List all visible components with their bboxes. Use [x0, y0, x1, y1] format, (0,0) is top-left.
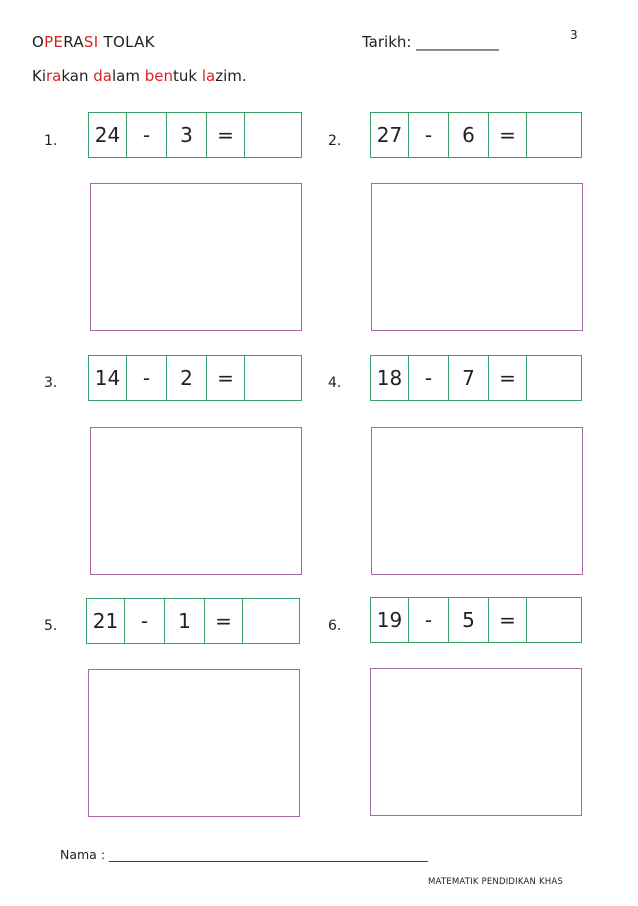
- operand-b: 5: [449, 598, 489, 642]
- equals-sign: =: [489, 598, 527, 642]
- equation-row: [370, 112, 582, 158]
- operand-a: 19: [371, 598, 409, 642]
- operator: -: [125, 599, 165, 643]
- work-box[interactable]: [370, 668, 582, 816]
- question-number: 3.: [44, 375, 58, 391]
- operator: -: [409, 598, 449, 642]
- operand-b: 6: [449, 113, 489, 157]
- answer-box[interactable]: [527, 598, 581, 642]
- equation-row: [86, 598, 300, 644]
- operand-b: 7: [449, 356, 489, 400]
- page-number: 3: [570, 28, 578, 42]
- question-number: 2.: [328, 133, 342, 149]
- operator: -: [409, 113, 449, 157]
- title-part: SI: [83, 33, 99, 51]
- question-number: 1.: [44, 133, 58, 149]
- instruction-part: ben: [144, 67, 173, 85]
- operator: -: [127, 356, 167, 400]
- instruction-part: zim.: [215, 67, 247, 85]
- operand-b: 3: [167, 113, 207, 157]
- title-part: O: [32, 33, 45, 51]
- instruction-text: [32, 67, 247, 85]
- work-box[interactable]: [371, 183, 583, 331]
- operator: -: [409, 356, 449, 400]
- instruction-part: da: [93, 67, 112, 85]
- instruction-part: lam: [111, 67, 145, 85]
- equals-sign: =: [205, 599, 243, 643]
- instruction-part: kan: [61, 67, 94, 85]
- answer-box[interactable]: [527, 113, 581, 157]
- question-number: 6.: [328, 618, 342, 634]
- answer-box[interactable]: [527, 356, 581, 400]
- title-part: PE: [44, 33, 64, 51]
- operand-a: 27: [371, 113, 409, 157]
- title-part: RA: [63, 33, 84, 51]
- operand-a: 24: [89, 113, 127, 157]
- instruction-part: tuk: [173, 67, 202, 85]
- work-box[interactable]: [88, 669, 300, 817]
- operand-a: 14: [89, 356, 127, 400]
- instruction-part: la: [201, 67, 216, 85]
- operand-a: 21: [87, 599, 125, 643]
- operand-b: 1: [165, 599, 205, 643]
- question-number: 5.: [44, 618, 58, 634]
- equals-sign: =: [207, 113, 245, 157]
- equation-row: [88, 112, 302, 158]
- operand-a: 18: [371, 356, 409, 400]
- work-box[interactable]: [90, 183, 302, 331]
- equals-sign: =: [489, 113, 527, 157]
- equation-row: [88, 355, 302, 401]
- equals-sign: =: [489, 356, 527, 400]
- name-field[interactable]: Nama : ___________________________________________________: [60, 847, 428, 862]
- equals-sign: =: [207, 356, 245, 400]
- title-part: TOLAK: [98, 33, 155, 51]
- instruction-part: Ki: [32, 67, 47, 85]
- answer-box[interactable]: [245, 113, 301, 157]
- instruction-part: ra: [46, 67, 62, 85]
- subject-footer: MATEMATIK PENDIDIKAN KHAS: [428, 877, 563, 887]
- answer-box[interactable]: [245, 356, 301, 400]
- worksheet-title: [32, 33, 155, 51]
- operand-b: 2: [167, 356, 207, 400]
- equation-row: [370, 355, 582, 401]
- operator: -: [127, 113, 167, 157]
- work-box[interactable]: [90, 427, 302, 575]
- question-number: 4.: [328, 375, 342, 391]
- answer-box[interactable]: [243, 599, 299, 643]
- equation-row: [370, 597, 582, 643]
- work-box[interactable]: [371, 427, 583, 575]
- date-field[interactable]: Tarikh: ___________: [362, 33, 499, 51]
